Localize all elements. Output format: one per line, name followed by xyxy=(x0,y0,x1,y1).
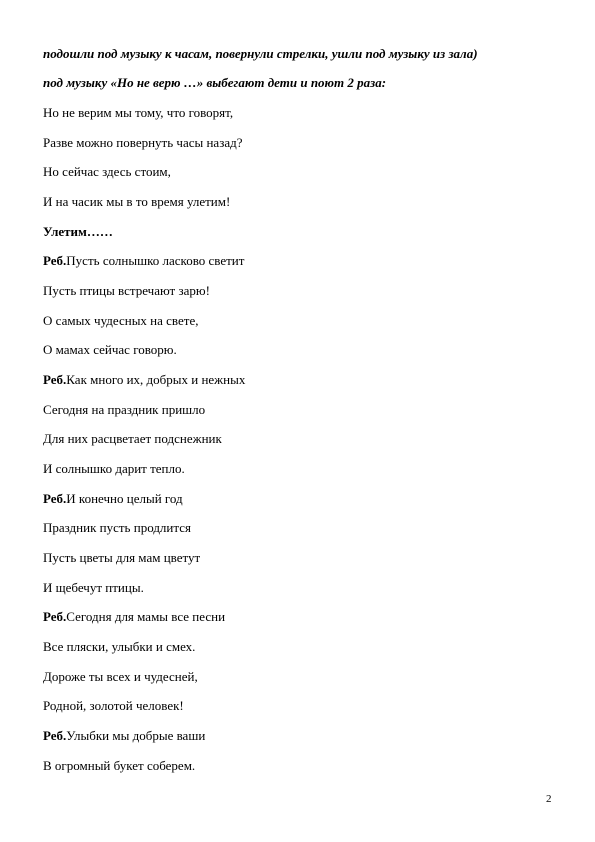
verse-line: Разве можно повернуть часы назад? xyxy=(43,135,243,150)
verse-line: И щебечут птицы. xyxy=(43,580,144,595)
page-number: 2 xyxy=(546,793,552,805)
verse-line: В огромный букет соберем. xyxy=(43,758,196,773)
speaker-line xyxy=(43,372,245,388)
verse-text: И конечно целый год xyxy=(66,491,183,506)
speaker-line xyxy=(43,609,225,625)
speaker-label: Реб. xyxy=(43,728,67,743)
verse-line: Но сейчас здесь стоим, xyxy=(43,164,171,179)
refrain-line: Улетим…… xyxy=(43,224,113,239)
verse-line: Но не верим мы тому, что говорят, xyxy=(43,105,234,120)
verse-line: О самых чудесных на свете, xyxy=(43,313,199,328)
verse-line: Все пляски, улыбки и смех. xyxy=(43,639,196,654)
verse-line: Пусть цветы для мам цветут xyxy=(43,550,201,565)
verse-line: Родной, золотой человек! xyxy=(43,698,184,713)
verse-line: И на часик мы в то время улетим! xyxy=(43,194,231,209)
stage-direction-line: под музыку «Но не верю …» выбегают дети и поют 2 раза: xyxy=(43,75,387,90)
verse-line: Для них расцветает подснежник xyxy=(43,431,222,446)
verse-line: И солнышко дарит тепло. xyxy=(43,461,185,476)
speaker-line xyxy=(43,491,183,507)
speaker-line xyxy=(43,728,205,744)
speaker-label: Реб. xyxy=(43,253,67,268)
verse-text: Улыбки мы добрые ваши xyxy=(66,728,206,743)
speaker-label: Реб. xyxy=(43,372,67,387)
speaker-label: Реб. xyxy=(43,609,67,624)
verse-line: Сегодня на праздник пришло xyxy=(43,402,206,417)
speaker-line xyxy=(43,253,244,269)
verse-line: О мамах сейчас говорю. xyxy=(43,342,177,357)
stage-direction-line: подошли под музыку к часам, повернули стрелки, ушли под музыку из зала) xyxy=(43,46,478,61)
verse-line: Праздник пусть продлится xyxy=(43,520,191,535)
speaker-label: Реб. xyxy=(43,491,67,506)
verse-text: Как много их, добрых и нежных xyxy=(66,372,246,387)
verse-text: Пусть солнышко ласково светит xyxy=(66,253,245,268)
verse-line: Пусть птицы встречают зарю! xyxy=(43,283,210,298)
verse-line: Дороже ты всех и чудесней, xyxy=(43,669,198,684)
verse-text: Сегодня для мамы все песни xyxy=(66,609,226,624)
